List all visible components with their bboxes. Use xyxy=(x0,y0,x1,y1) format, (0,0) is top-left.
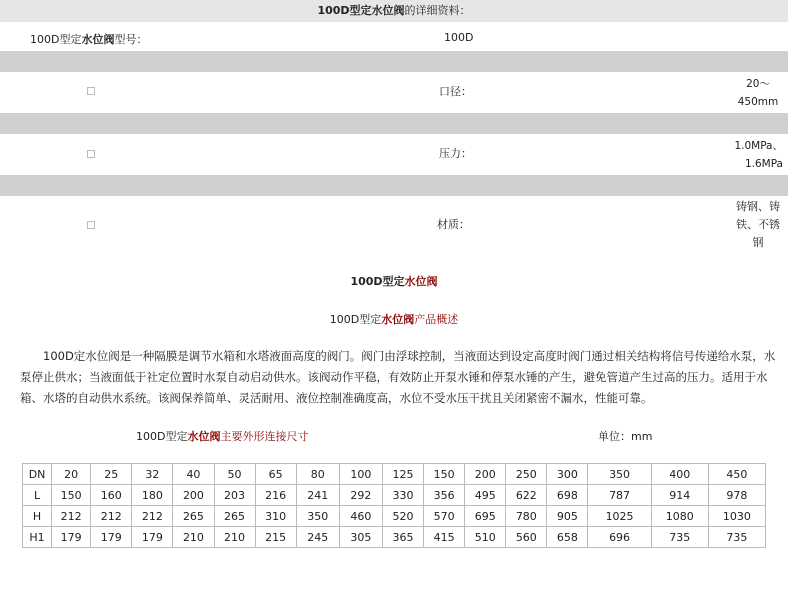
table-cell: 100 xyxy=(339,464,382,485)
checkbox-icon xyxy=(87,221,95,229)
header-model: 100D xyxy=(317,4,350,17)
spec-value-line: 1.0MPa、 xyxy=(734,140,783,152)
table-cell: 914 xyxy=(651,485,708,506)
model-label-suffix: 型号： xyxy=(114,33,148,46)
product-title-highlight: 水位阀 xyxy=(404,275,438,288)
table-cell: 415 xyxy=(424,527,465,548)
table-cell: 658 xyxy=(547,527,588,548)
dims-title xyxy=(136,428,308,444)
table-cell: 150 xyxy=(424,464,465,485)
table-cell: 25 xyxy=(91,464,132,485)
table-row-header: H xyxy=(23,506,52,527)
product-title xyxy=(0,273,788,289)
table-cell: 735 xyxy=(651,527,708,548)
table-cell: 212 xyxy=(52,506,91,527)
table-row xyxy=(23,464,766,485)
table-cell: 365 xyxy=(382,527,423,548)
table-cell: 735 xyxy=(708,527,765,548)
table-cell: 210 xyxy=(173,527,214,548)
spec-value-line: 450mm xyxy=(737,96,779,108)
spec-label-pressure: 压力： xyxy=(439,147,472,160)
overview-title xyxy=(0,311,788,327)
table-cell: 200 xyxy=(465,464,506,485)
header-title-suffix: 的详细资料： xyxy=(404,4,471,17)
table-cell: 212 xyxy=(132,506,173,527)
table-row xyxy=(23,485,766,506)
overview-paragraph: 100D定水位阀是一种隔膜是调节水箱和水塔液面高度的阀门。阀门由浮球控制，当液面达到设定高度时阀门通过相关结构将信号传递给水泵，水泵停止供水；当液面低于社定位置时水泵自动启动供水。该阀动作平稳，有效防止开泵水锤和停泵水锤的产生，避免管道产生过高的压力。适用于水箱、水塔的自动供水系统。该阀保养简单、灵活耐用、液位控制准确度高，水位不受水压干扰且关闭紧密不漏水，性能可靠。 xyxy=(20,349,776,405)
table-row xyxy=(23,527,766,548)
table-row-header: H1 xyxy=(23,527,52,548)
table-row xyxy=(23,506,766,527)
model-label-bold: 水位阀 xyxy=(81,33,115,46)
table-cell: 696 xyxy=(588,527,651,548)
table-cell: 160 xyxy=(91,485,132,506)
row-separator xyxy=(0,51,788,72)
table-cell: 216 xyxy=(255,485,296,506)
table-cell: 265 xyxy=(173,506,214,527)
row-separator xyxy=(0,175,788,196)
table-cell: 1030 xyxy=(708,506,765,527)
header-title-main: 型定水位阀 xyxy=(349,4,405,17)
table-cell: 20 xyxy=(52,464,91,485)
table-cell: 978 xyxy=(708,485,765,506)
model-label-prefix: 100D型定 xyxy=(30,33,82,46)
table-cell: 305 xyxy=(339,527,382,548)
table-cell: 265 xyxy=(214,506,255,527)
table-cell: 300 xyxy=(547,464,588,485)
table-cell: 241 xyxy=(296,485,339,506)
table-row-header: L xyxy=(23,485,52,506)
dimensions-table xyxy=(22,463,766,548)
spec-value-pressure xyxy=(733,137,783,173)
table-cell: 250 xyxy=(506,464,547,485)
table-cell: 245 xyxy=(296,527,339,548)
table-cell: 179 xyxy=(91,527,132,548)
table-cell: 330 xyxy=(382,485,423,506)
dims-title-prefix: 100D型定 xyxy=(136,430,188,443)
table-cell: 1025 xyxy=(588,506,651,527)
table-cell: 200 xyxy=(173,485,214,506)
spec-value-line: 铸钢、铸 xyxy=(736,200,780,213)
table-cell: 350 xyxy=(588,464,651,485)
overview-title-prefix: 100D型定 xyxy=(329,313,382,326)
table-cell: 400 xyxy=(651,464,708,485)
table-cell: 350 xyxy=(296,506,339,527)
table-cell: 622 xyxy=(506,485,547,506)
table-cell: 40 xyxy=(173,464,214,485)
spec-value-line: 20～ xyxy=(746,78,770,90)
table-cell: 203 xyxy=(214,485,255,506)
spec-value-material xyxy=(733,198,783,252)
spec-value-line: 1.6MPa xyxy=(744,158,783,170)
table-cell: 310 xyxy=(255,506,296,527)
table-cell: 210 xyxy=(214,527,255,548)
spec-value-line: 铁、不锈 xyxy=(736,218,780,231)
spec-label-material: 材质： xyxy=(437,218,470,231)
table-cell: 292 xyxy=(339,485,382,506)
overview-title-suffix: 产品概述 xyxy=(414,313,459,326)
table-cell: 50 xyxy=(214,464,255,485)
table-cell: 560 xyxy=(506,527,547,548)
row-separator xyxy=(0,113,788,134)
table-cell: 215 xyxy=(255,527,296,548)
table-cell: 495 xyxy=(465,485,506,506)
spec-value-line: 钢 xyxy=(752,236,764,249)
table-cell: 179 xyxy=(52,527,91,548)
table-cell: 179 xyxy=(132,527,173,548)
table-cell: 180 xyxy=(132,485,173,506)
table-cell: 450 xyxy=(708,464,765,485)
table-row-header: DN xyxy=(23,464,52,485)
table-cell: 1080 xyxy=(651,506,708,527)
spec-label-caliber: 口径： xyxy=(439,85,472,98)
checkbox-icon xyxy=(87,150,95,158)
table-cell: 32 xyxy=(132,464,173,485)
overview-title-highlight: 水位阀 xyxy=(381,313,415,326)
table-cell: 695 xyxy=(465,506,506,527)
table-cell: 150 xyxy=(52,485,91,506)
table-cell: 212 xyxy=(91,506,132,527)
table-cell: 905 xyxy=(547,506,588,527)
model-label xyxy=(30,31,147,47)
table-cell: 356 xyxy=(424,485,465,506)
table-cell: 698 xyxy=(547,485,588,506)
table-cell: 510 xyxy=(465,527,506,548)
table-cell: 65 xyxy=(255,464,296,485)
dims-title-suffix: 主要外形连接尺寸 xyxy=(220,430,309,443)
table-cell: 787 xyxy=(588,485,651,506)
table-cell: 520 xyxy=(382,506,423,527)
model-value: 100D xyxy=(444,31,474,44)
table-cell: 570 xyxy=(424,506,465,527)
table-cell: 780 xyxy=(506,506,547,527)
table-cell: 460 xyxy=(339,506,382,527)
spec-value-caliber xyxy=(735,75,781,111)
dims-title-highlight: 水位阀 xyxy=(187,430,221,443)
table-cell: 125 xyxy=(382,464,423,485)
product-title-prefix: 100D型定 xyxy=(350,275,405,288)
unit-label: 单位：mm xyxy=(598,430,653,443)
detail-header xyxy=(0,0,788,22)
checkbox-icon xyxy=(87,87,95,95)
table-cell: 80 xyxy=(296,464,339,485)
